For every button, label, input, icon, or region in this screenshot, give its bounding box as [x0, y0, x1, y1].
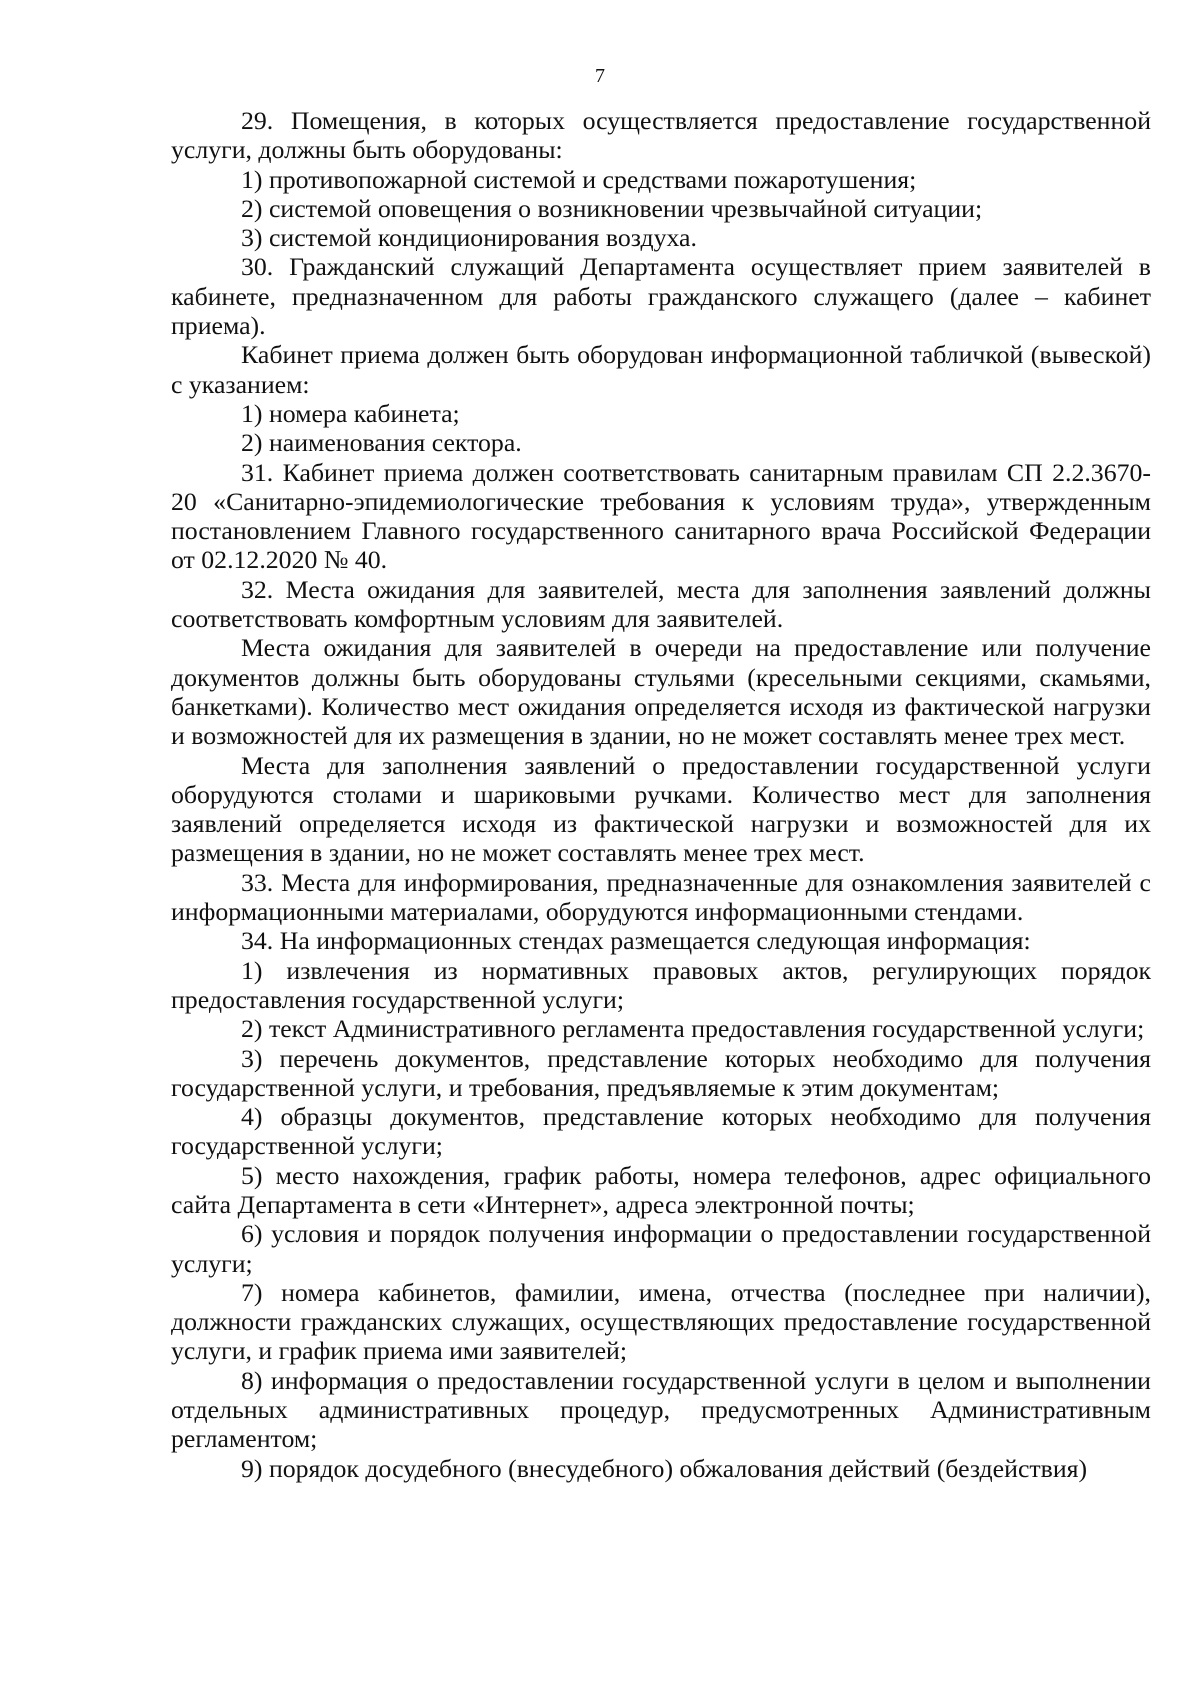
list-item-regulation-text: 2) текст Административного регламента предоставления государственной услуги;: [241, 1014, 1145, 1044]
list-item-procedures-info: 8) информация о предоставлении государственной услуги в целом и выполнении отдельных административных процедур, предусмотренных Административным регламентом;: [171, 1365, 1151, 1454]
list-item-document-samples: 4) образцы документов, представление которых необходимо для получения государственной услуги;: [171, 1102, 1151, 1161]
paragraph-29: 29. Помещения, в которых осуществляется предоставление государственной услуги, должны быть оборудованы:: [171, 106, 1151, 165]
list-item-appeal-procedure: 9) порядок досудебного (внесудебного) обжалования действий (бездействия): [241, 1453, 1088, 1483]
document-body: [171, 106, 1151, 1483]
paragraph-filling-places: Места для заполнения заявлений о предоставлении государственной услуги оборудуются столами и шариковыми ручками. Количество мест для заполнения заявлений определяется исходя из фактической нагрузки и возможностей для их размещения в здании, но не может составлять менее трех мест.: [171, 750, 1151, 868]
paragraph-33: 33. Места для информирования, предназначенные для ознакомления заявителей с информационными материалами, оборудуются информационными стендами.: [171, 867, 1151, 927]
paragraph-31: 31. Кабинет приема должен соответствовать санитарным правилам СП 2.2.3670-20 «Санитарно-эпидемиологические требования к условиям труда», утвержденным постановлением Главного государственного санитарного врача Российской Федерации от 02.12.2020 № 40.: [171, 457, 1151, 575]
list-item-information-conditions: 6) условия и порядок получения информации о предоставлении государственной услуги;: [171, 1219, 1151, 1278]
page-number: 7: [595, 65, 605, 87]
paragraph-cabinet-sign: Кабинет приема должен быть оборудован информационной табличкой (вывеской) с указанием:: [171, 340, 1151, 399]
list-item-fire-system: 1) противопожарной системой и средствами пожаротушения;: [241, 164, 917, 194]
paragraph-32: 32. Места ожидания для заявителей, места для заполнения заявлений должны соответствовать комфортным условиям для заявителей.: [171, 574, 1151, 634]
list-item-documents-list: 3) перечень документов, представление которых необходимо для получения государственной услуги, и требования, предъявляемые к этим документам;: [171, 1043, 1151, 1102]
list-item-cabinet-number: 1) номера кабинета;: [241, 398, 460, 428]
list-item-sector-name: 2) наименования сектора.: [241, 428, 522, 458]
paragraph-30: 30. Гражданский служащий Департамента осуществляет прием заявителей в кабинете, предназначенном для работы гражданского служащего (далее – кабинет приема).: [171, 252, 1151, 341]
list-item-alert-system: 2) системой оповещения о возникновении чрезвычайной ситуации;: [241, 193, 983, 223]
list-item-contacts: 5) место нахождения, график работы, номера телефонов, адрес официального сайта Департамента в сети «Интернет», адреса электронной почты;: [171, 1160, 1151, 1219]
list-item-legal-extracts: 1) извлечения из нормативных правовых актов, регулирующих порядок предоставления государственной услуги;: [171, 955, 1151, 1014]
list-item-air-conditioning: 3) системой кондиционирования воздуха.: [241, 223, 697, 253]
paragraph-34: 34. На информационных стендах размещается следующая информация:: [241, 926, 1031, 956]
list-item-staff-schedule: 7) номера кабинетов, фамилии, имена, отчества (последнее при наличии), должности гражданских служащих, осуществляющих предоставление государственной услуги, и график приема ими заявителей;: [171, 1277, 1151, 1366]
paragraph-waiting-places: Места ожидания для заявителей в очереди на предоставление или получение документов должны быть оборудованы стульями (кресельными секциями, скамьями, банкетками). Количество мест ожидания определяется исходя из фактической нагрузки и возможностей для их размещения в здании, но не может составлять менее трех мест.: [171, 633, 1151, 751]
